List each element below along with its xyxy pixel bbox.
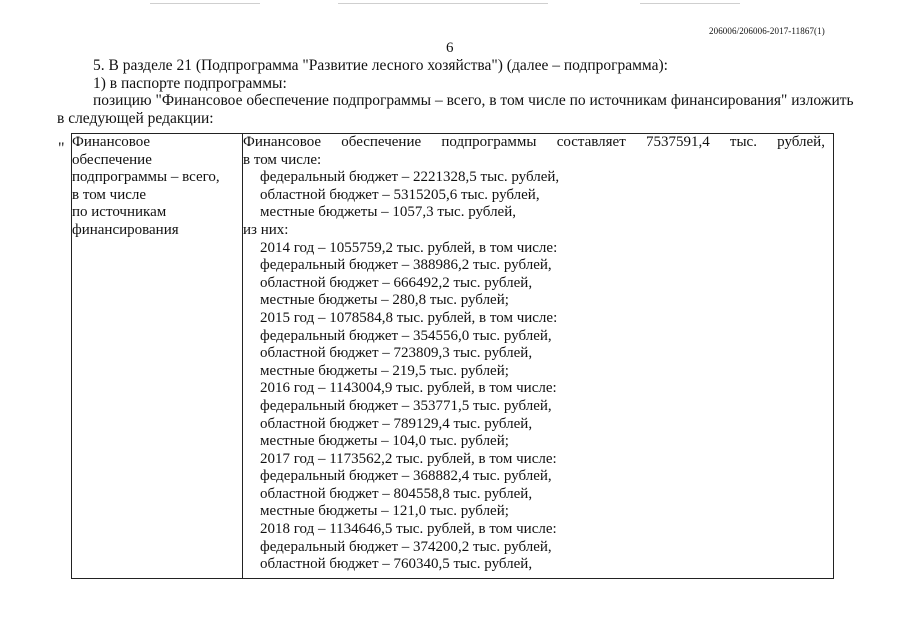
financing-line: местные бюджеты – 219,5 тыс. рублей;: [260, 362, 509, 379]
financing-line: из них:: [243, 221, 289, 238]
total-line-word: 7537591,4: [645, 134, 710, 150]
page-number: 6: [446, 40, 454, 56]
total-line-word: подпрограммы: [441, 134, 537, 150]
label-line: в том числе: [72, 186, 147, 203]
financing-line: федеральный бюджет – 354556,0 тыс. рублей,: [260, 327, 552, 344]
label-line: обеспечение: [72, 151, 152, 168]
financing-line: местные бюджеты – 121,0 тыс. рублей;: [260, 503, 509, 520]
document-id: 206006/206006-2017-11867(1): [709, 26, 825, 36]
label-line: по источникам: [72, 204, 167, 221]
financing-total-line: [243, 134, 833, 152]
opening-quote: ": [58, 140, 65, 157]
financing-line: в том числе:: [243, 151, 322, 168]
financing-line: областной бюджет – 804558,8 тыс. рублей,: [260, 485, 533, 502]
financing-line: федеральный бюджет – 388986,2 тыс. рублей,: [260, 257, 552, 274]
table-row: [72, 134, 834, 579]
total-line-word: составляет: [556, 134, 626, 150]
financing-line: областной бюджет – 5315205,6 тыс. рублей,: [260, 186, 540, 203]
top-divider-right: [640, 3, 740, 4]
total-line-word: тыс.: [729, 134, 757, 150]
financing-line: местные бюджеты – 280,8 тыс. рублей;: [260, 292, 509, 309]
intro-line-3: позицию "Финансовое обеспечение подпрограммы – всего, в том числе по источникам финансирования" изложить: [93, 92, 854, 109]
financing-line: 2014 год – 1055759,2 тыс. рублей, в том числе:: [260, 239, 558, 256]
financing-line: областной бюджет – 666492,2 тыс. рублей,: [260, 274, 533, 291]
financing-breakdown: [243, 152, 833, 574]
financing-line: областной бюджет – 760340,5 тыс. рублей,: [260, 556, 533, 573]
financing-table: [71, 133, 834, 579]
intro-line-1: 5. В разделе 21 (Подпрограмма "Развитие лесного хозяйства") (далее – подпрограмма):: [93, 57, 668, 74]
financing-line: федеральный бюджет – 368882,4 тыс. рублей,: [260, 468, 552, 485]
financing-line: федеральный бюджет – 2221328,5 тыс. рублей,: [260, 169, 560, 186]
financing-value-cell: [243, 134, 834, 579]
financing-line: 2017 год – 1173562,2 тыс. рублей, в том числе:: [260, 450, 557, 467]
intro-line-2: 1) в паспорте подпрограммы:: [93, 75, 287, 92]
label-line: подпрограммы – всего,: [72, 169, 220, 186]
label-line: Финансовое: [72, 134, 151, 150]
financing-line: областной бюджет – 723809,3 тыс. рублей,: [260, 345, 533, 362]
financing-line: федеральный бюджет – 374200,2 тыс. рублей,: [260, 538, 552, 555]
total-line-word: Финансовое: [243, 134, 322, 150]
total-line-word: рублей,: [777, 134, 825, 150]
top-divider-center: [338, 3, 548, 4]
financing-label-cell: [72, 134, 243, 579]
financing-line: областной бюджет – 789129,4 тыс. рублей,: [260, 415, 533, 432]
financing-line: местные бюджеты – 1057,3 тыс. рублей,: [260, 204, 516, 221]
financing-line: местные бюджеты – 104,0 тыс. рублей;: [260, 433, 509, 450]
financing-line: 2018 год – 1134646,5 тыс. рублей, в том числе:: [260, 521, 557, 538]
financing-line: федеральный бюджет – 353771,5 тыс. рублей,: [260, 397, 552, 414]
top-divider-left: [150, 3, 260, 4]
label-line: финансирования: [72, 221, 179, 238]
financing-line: 2015 год – 1078584,8 тыс. рублей, в том числе:: [260, 309, 558, 326]
financing-line: 2016 год – 1143004,9 тыс. рублей, в том числе:: [260, 380, 557, 397]
intro-line-4: в следующей редакции:: [57, 110, 214, 127]
total-line-word: обеспечение: [341, 134, 422, 150]
